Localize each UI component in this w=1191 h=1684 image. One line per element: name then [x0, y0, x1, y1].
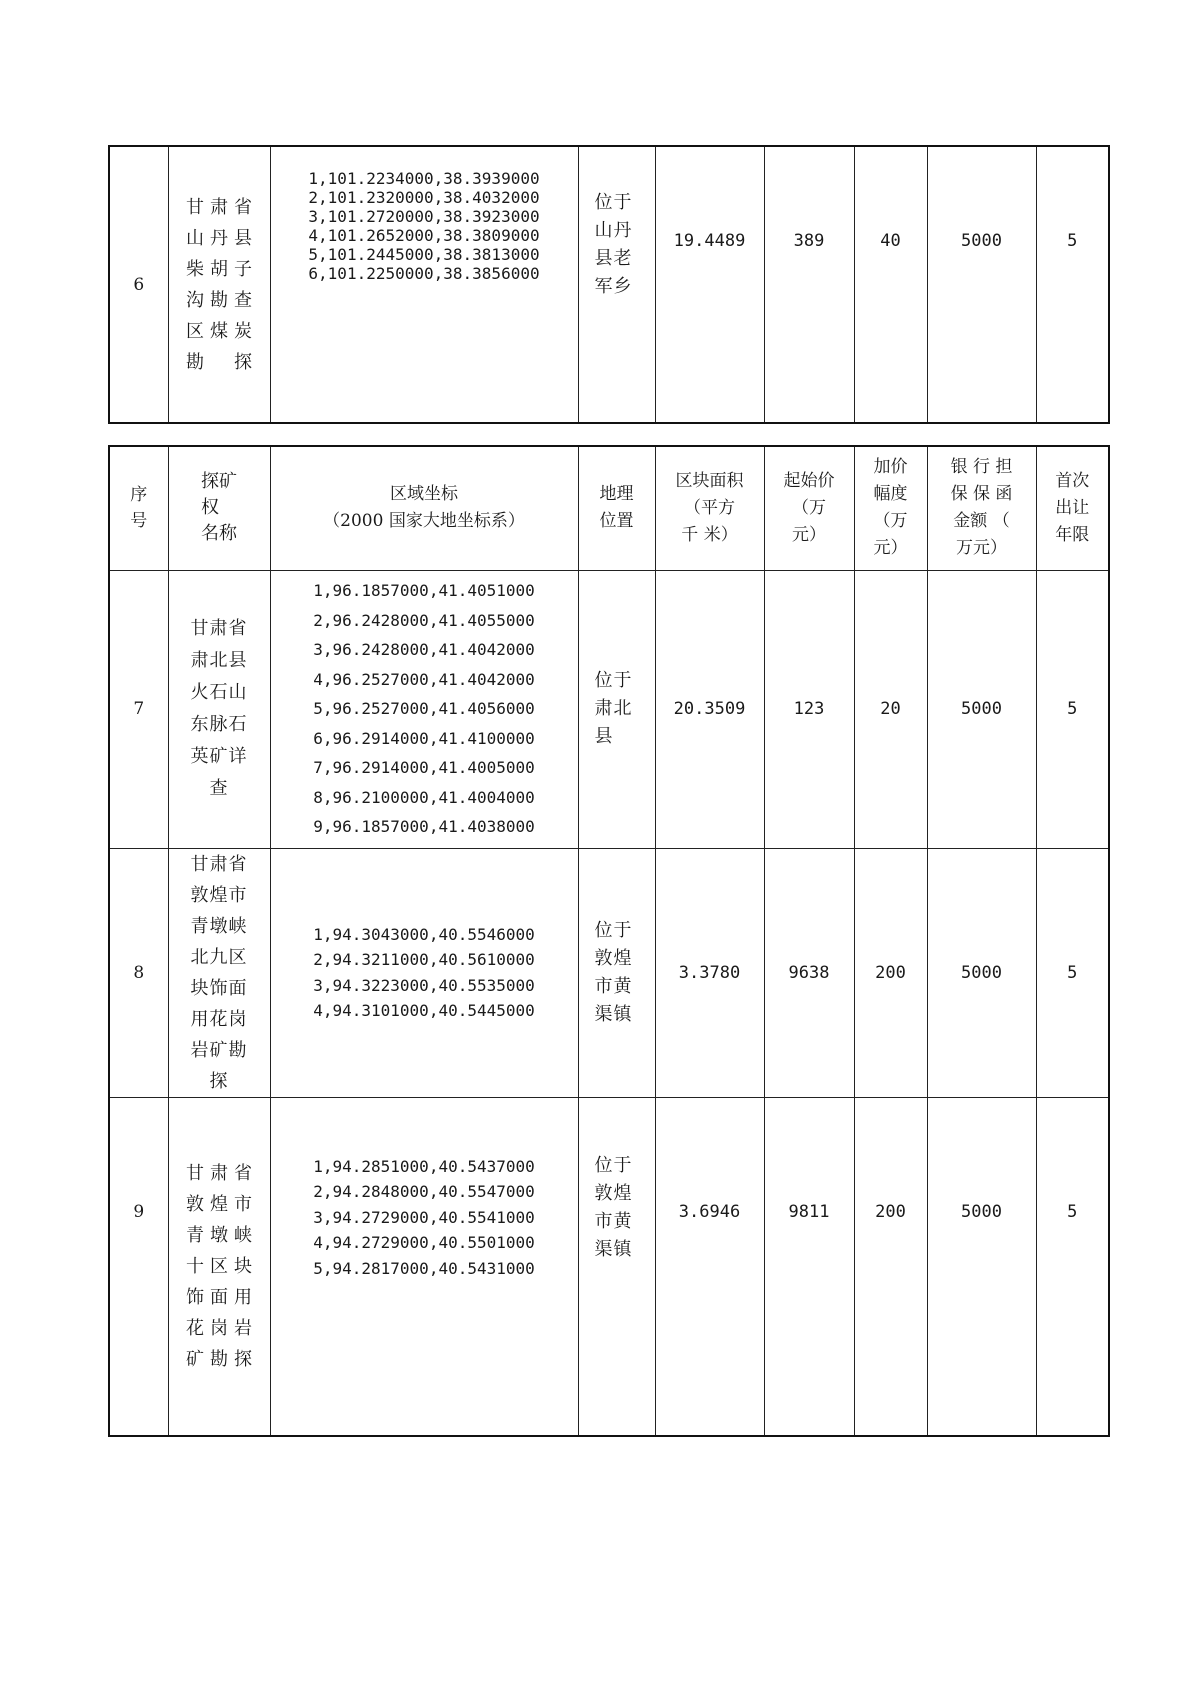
header-line: 元） [873, 538, 908, 559]
header-line: 幅度 [873, 484, 908, 505]
header-start-price-lines [765, 468, 854, 549]
coord-line: 5,94.2817000,40.5431000 [313, 1258, 535, 1278]
header-line: （平方 [684, 497, 735, 518]
header-line: 区块面积 [675, 470, 744, 491]
header-line: 万元） [956, 538, 1007, 559]
header-area-lines [656, 468, 764, 549]
coord-line: 2,96.2428000,41.4055000 [313, 610, 535, 630]
row-coords [270, 146, 578, 423]
row-seq: 7 [109, 570, 168, 848]
header-coords-lines [271, 481, 578, 535]
row-guarantee: 5000 [927, 146, 1036, 423]
coord-line: 4,101.2652000,38.3809000 [308, 226, 540, 245]
row-start-price: 9638 [764, 848, 854, 1097]
table-row [109, 570, 1109, 848]
header-guarantee-lines [928, 454, 1036, 562]
listing-table [108, 445, 1110, 1437]
table-row [109, 848, 1109, 1097]
row-years: 5 [1036, 570, 1109, 848]
header-line: （万 [873, 511, 908, 532]
row-name-text: 甘肃省山丹县柴胡子沟勘查区煤炭勘探 [186, 196, 252, 373]
row-seq: 6 [109, 146, 168, 423]
coord-line: 5,101.2445000,38.3813000 [308, 245, 540, 264]
row-name [168, 848, 270, 1097]
row-location-text: 位于肃北县 [594, 670, 633, 747]
row-area: 3.3780 [655, 848, 764, 1097]
header-guarantee [927, 446, 1036, 570]
coord-line: 3,94.2729000,40.5541000 [313, 1207, 535, 1227]
header-line: 地理 [599, 484, 634, 505]
header-line: 名称 [201, 522, 237, 544]
row-guarantee: 5000 [927, 848, 1036, 1097]
coord-line: 3,94.3223000,40.5535000 [313, 975, 535, 995]
row-years: 5 [1036, 848, 1109, 1097]
row-location [578, 146, 655, 423]
row-guarantee: 5000 [927, 570, 1036, 848]
coord-line: 5,96.2527000,41.4056000 [313, 699, 535, 719]
header-line: 保 保 函 [950, 484, 1013, 505]
row-guarantee: 5000 [927, 1097, 1036, 1436]
row-name [168, 1097, 270, 1436]
coord-line: 3,96.2428000,41.4042000 [313, 640, 535, 660]
coord-line: 4,94.2729000,40.5501000 [313, 1233, 535, 1252]
coord-line: 9,96.1857000,41.4038000 [313, 817, 535, 837]
header-line: 元） [792, 524, 826, 545]
coord-line: 6,96.2914000,41.4100000 [313, 728, 535, 748]
coord-line: 3,101.2720000,38.3923000 [308, 207, 540, 226]
header-name [168, 446, 270, 570]
header-line: 起始价 [783, 470, 835, 491]
row-location [578, 848, 655, 1097]
header-line: 银 行 担 [950, 457, 1013, 478]
coord-line: 4,96.2527000,41.4042000 [313, 669, 535, 689]
header-seq [109, 446, 168, 570]
header-line: 金额 （ [953, 511, 1010, 532]
coord-line: 1,101.2234000,38.3939000 [308, 169, 540, 188]
header-seq-text: 序号 [130, 484, 148, 531]
coord-list [308, 169, 539, 283]
row-years: 5 [1036, 1097, 1109, 1436]
header-coords [270, 446, 578, 570]
row-name [168, 570, 270, 848]
row-name [168, 146, 270, 423]
header-name-lines [201, 469, 237, 547]
coord-line: 7,96.2914000,41.4005000 [313, 758, 535, 778]
listing-table-continued [108, 145, 1110, 424]
row-location [578, 570, 655, 848]
coord-list [313, 576, 535, 842]
header-increment [854, 446, 927, 570]
coord-list [313, 1154, 535, 1282]
header-location-lines [579, 481, 655, 535]
row-increment: 200 [854, 1097, 927, 1436]
table-row [109, 146, 1109, 423]
row-coords [270, 570, 578, 848]
coord-line: 1,96.1857000,41.4051000 [313, 581, 535, 601]
row-coords [270, 848, 578, 1097]
row-increment: 20 [854, 570, 927, 848]
row-start-price: 123 [764, 570, 854, 848]
coord-line: 1,94.3043000,40.5546000 [313, 924, 535, 944]
row-area: 19.4489 [655, 146, 764, 423]
header-line: 千 米） [681, 524, 738, 545]
row-area: 20.3509 [655, 570, 764, 848]
coord-line: 1,94.2851000,40.5437000 [313, 1156, 535, 1176]
coord-line: 4,94.3101000,40.5445000 [313, 1001, 535, 1020]
row-location [578, 1097, 655, 1436]
row-name-text: 甘肃省敦煌市青墩峡十区块饰面用花岗岩矿勘探 [186, 1162, 252, 1370]
table-row [109, 1097, 1109, 1436]
coord-list [313, 922, 535, 1024]
header-years [1036, 446, 1109, 570]
row-seq: 8 [109, 848, 168, 1097]
row-increment: 200 [854, 848, 927, 1097]
header-line: 出让 [1055, 497, 1090, 518]
table-header-row [109, 446, 1109, 570]
row-name-text: 甘肃省敦煌市青墩峡北九区块饰面用花岗岩矿勘探 [190, 853, 248, 1092]
header-increment-lines [855, 454, 927, 562]
header-line: 年限 [1055, 524, 1090, 545]
header-line: 首次 [1055, 470, 1090, 491]
row-coords [270, 1097, 578, 1436]
row-seq: 9 [109, 1097, 168, 1436]
row-location-text: 位于敦煌市黄渠镇 [594, 919, 633, 1025]
row-start-price: 9811 [764, 1097, 854, 1436]
header-location [578, 446, 655, 570]
header-line: （2000 国家大地坐标系） [323, 511, 525, 532]
coord-line: 2,94.2848000,40.5547000 [313, 1182, 535, 1201]
header-line: 区域坐标 [390, 484, 458, 505]
row-area: 3.6946 [655, 1097, 764, 1436]
coord-line: 8,96.2100000,41.4004000 [313, 787, 535, 807]
coord-line: 2,94.3211000,40.5610000 [313, 950, 535, 969]
row-name-text: 甘肃省肃北县火石山东脉石英矿详查 [190, 618, 248, 799]
header-line: 权 [201, 496, 219, 518]
header-years-lines [1037, 468, 1109, 549]
header-start-price [764, 446, 854, 570]
header-line: 探矿 [201, 470, 237, 492]
header-line: 位置 [599, 511, 634, 532]
row-start-price: 389 [764, 146, 854, 423]
header-area [655, 446, 764, 570]
row-location-text: 位于山丹县老军乡 [594, 192, 633, 297]
header-line: （万 [792, 497, 826, 518]
row-years: 5 [1036, 146, 1109, 423]
row-increment: 40 [854, 146, 927, 423]
header-line: 加价 [873, 457, 908, 478]
row-location-text: 位于敦煌市黄渠镇 [594, 1154, 633, 1260]
coord-line: 2,101.2320000,38.4032000 [308, 188, 540, 207]
coord-line: 6,101.2250000,38.3856000 [308, 264, 540, 283]
